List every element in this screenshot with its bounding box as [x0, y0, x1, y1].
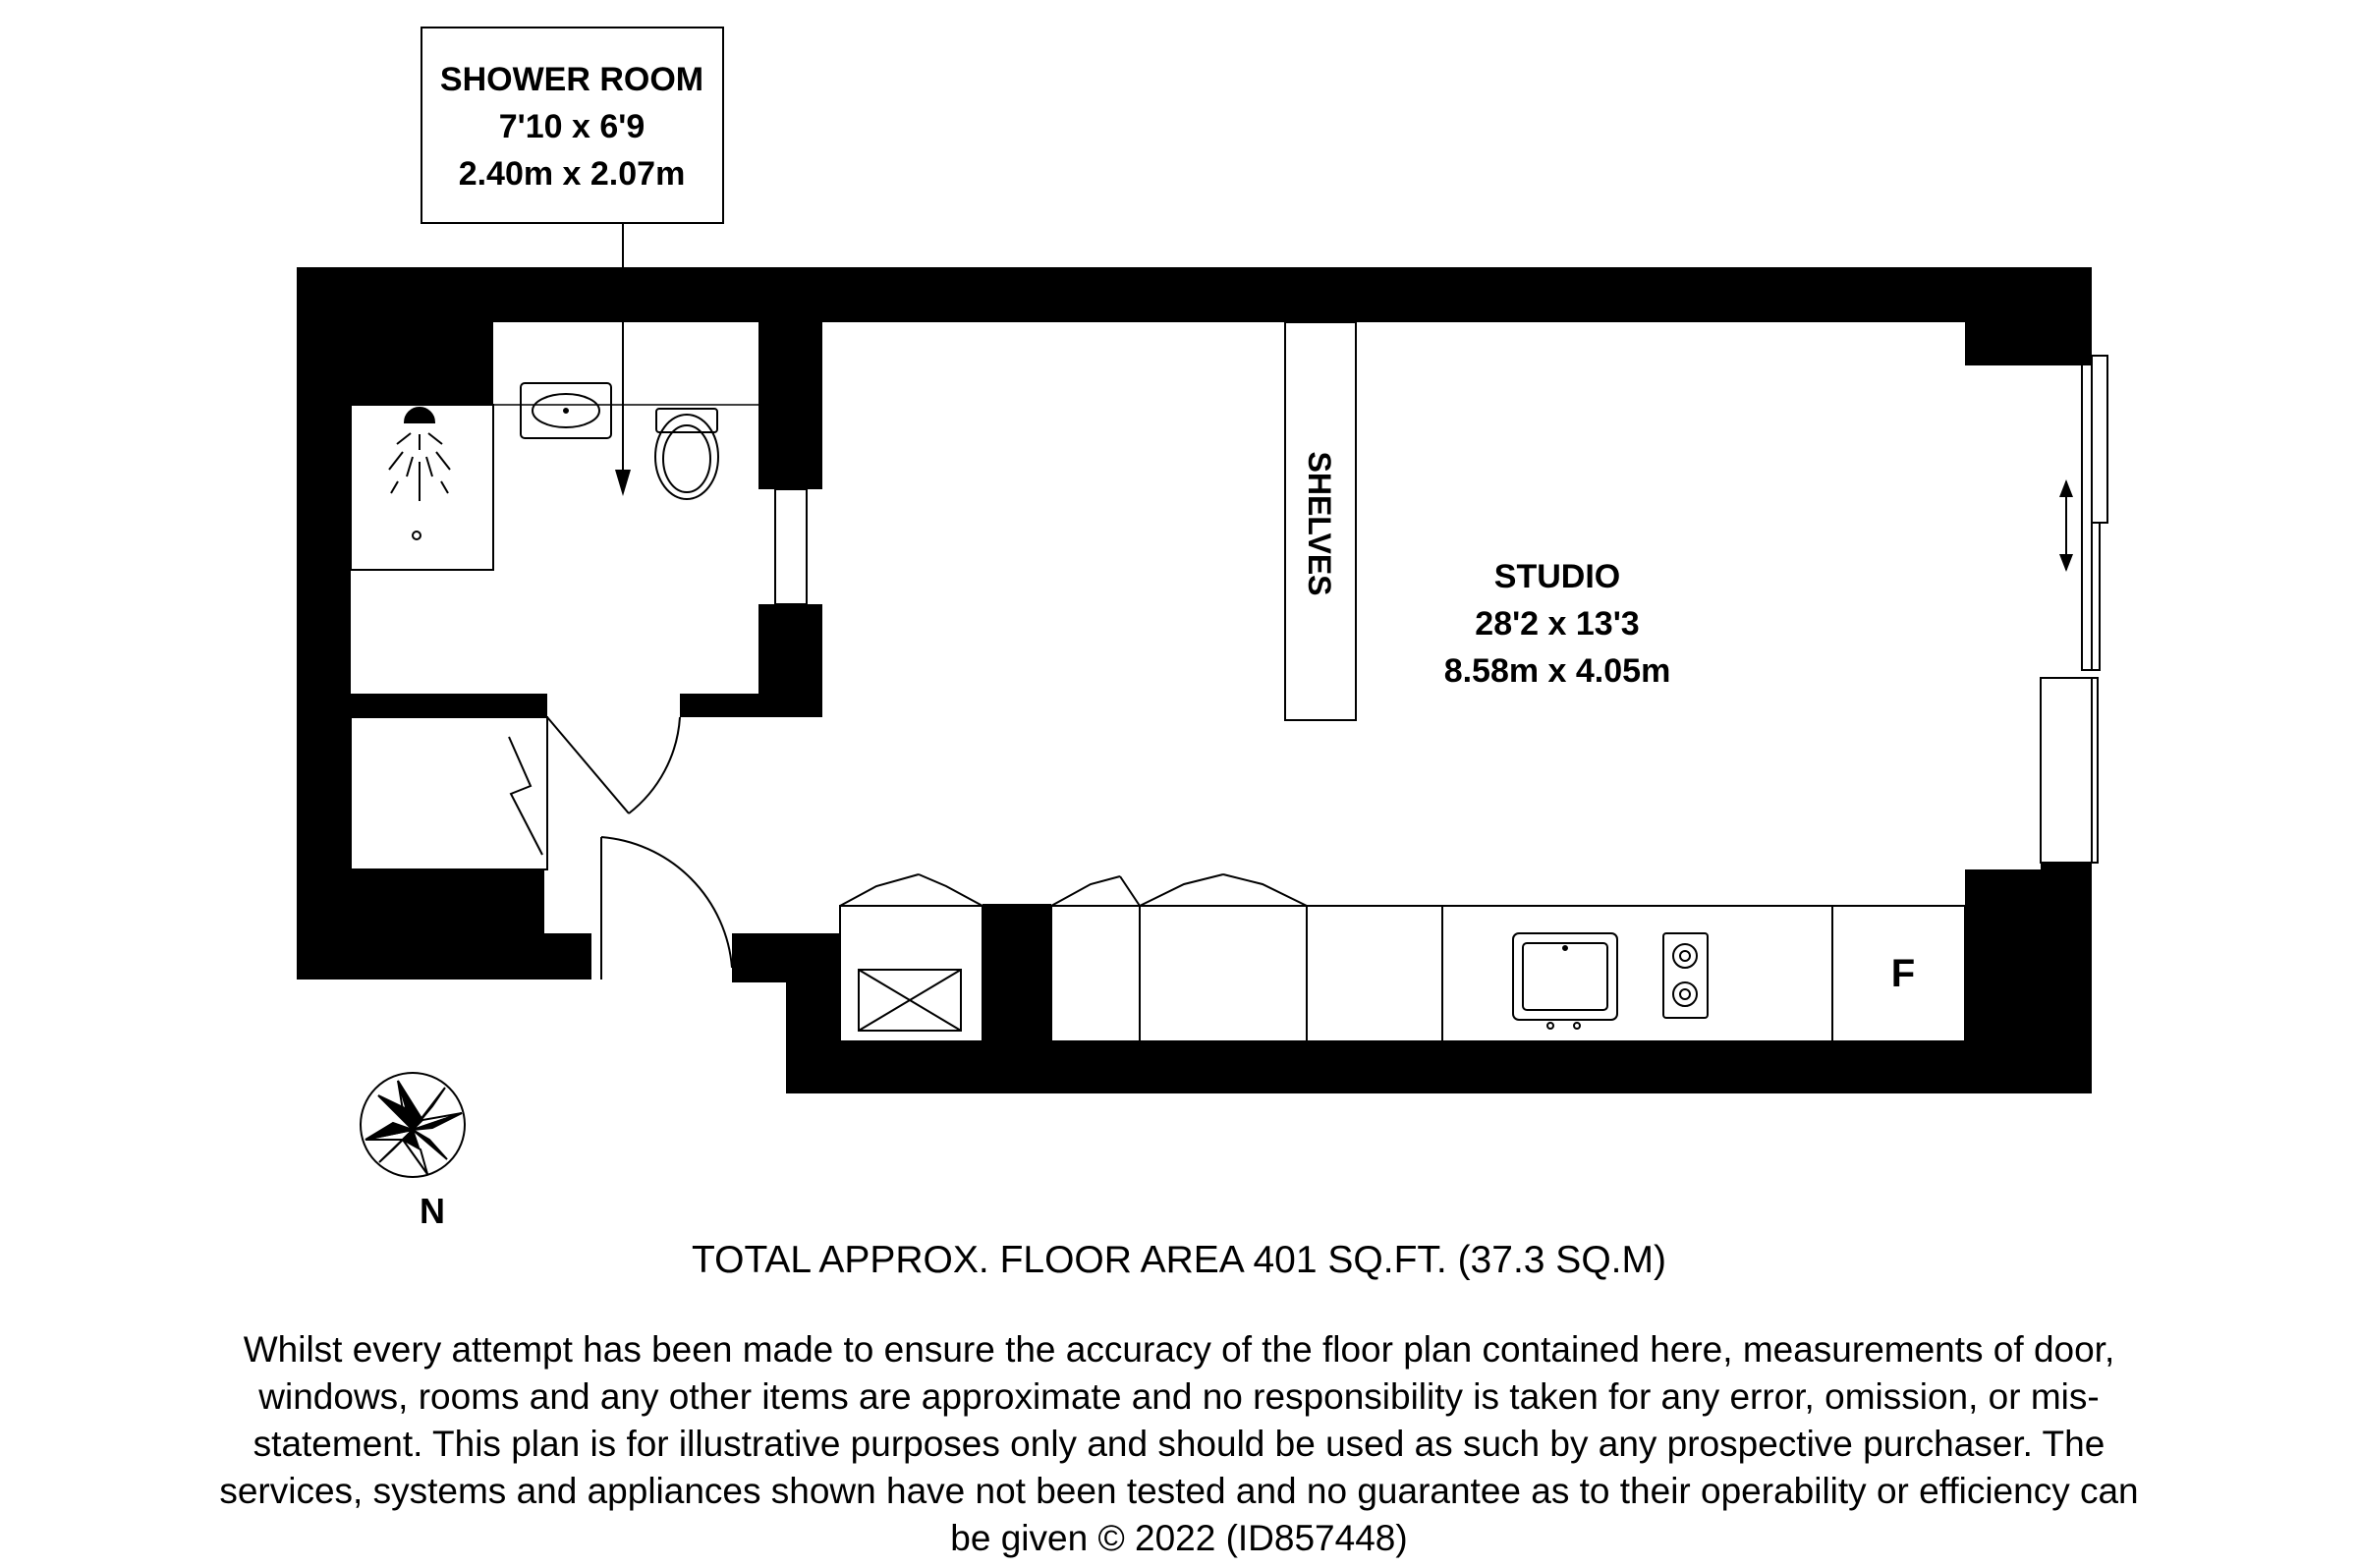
shower-tray: [351, 405, 493, 570]
compass-star-icon: [365, 1081, 462, 1174]
compass-north-label: N: [420, 1191, 445, 1231]
disclaimer-text: Whilst every attempt has been made to ensure the accuracy of the floor plan contained here, measurements of door, windows, rooms and any other items are approximate and no responsibility is taken for any error, omission, or mis-statement. This plan is for illustrative purposes only and should be used as such by any prospective purchaser. The services, systems and appliances shown have not been tested and no guarantee as to their operability or efficiency can be given © 2022 (ID857448): [219, 1329, 2139, 1558]
studio-name: STUDIO: [1493, 558, 1621, 595]
shower-head-icon: [389, 408, 450, 539]
shower-room-size-imperial: 7'10 x 6'9: [498, 108, 646, 145]
hob-icon: [1663, 933, 1708, 1018]
cupboard-door-left: [840, 874, 919, 906]
shelves: [1285, 322, 1356, 720]
shower-room-size-metric: 2.40m x 2.07m: [458, 155, 686, 193]
shower-room-name: SHOWER ROOM: [439, 61, 704, 98]
sink-icon: [1513, 933, 1617, 1029]
shower-room-label: [421, 28, 723, 496]
internal-window: [775, 489, 807, 604]
entrance-door: [601, 837, 732, 980]
compass: [361, 1073, 465, 1231]
total-floor-area: TOTAL APPROX. FLOOR AREA 401 SQ.FT. (37.3 SQ.M): [692, 1239, 1666, 1281]
closet-door: [351, 717, 547, 869]
shower-room-door: [547, 717, 680, 813]
basin-icon: [493, 383, 758, 438]
walls: [297, 267, 2092, 1093]
shelves-label: SHELVES: [1302, 451, 1337, 596]
toilet-icon: [655, 409, 718, 499]
studio-label: [1444, 558, 1671, 690]
pointer-arrow-icon: [615, 470, 631, 496]
fridge-label: F: [1890, 952, 1916, 995]
studio-size-metric: 8.58m x 4.05m: [1443, 652, 1671, 690]
studio-size-imperial: 28'2 x 13'3: [1475, 605, 1640, 643]
right-window: [2041, 356, 2107, 863]
